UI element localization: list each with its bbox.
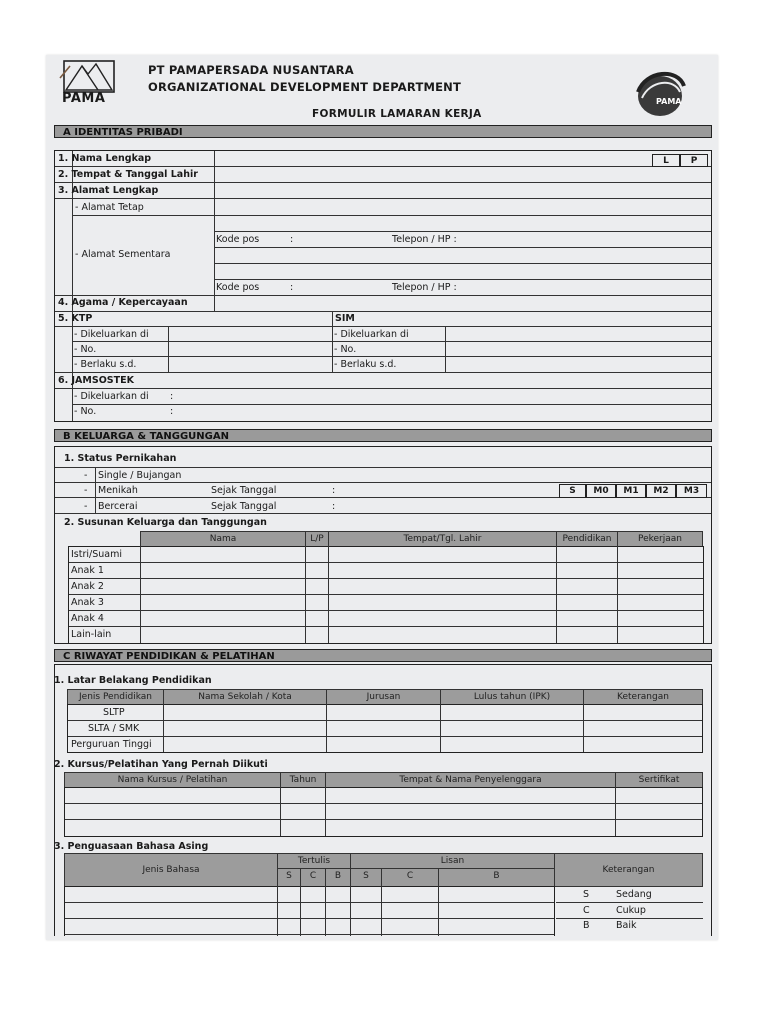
legend-code-s: S	[583, 889, 590, 900]
label-telepon-2: Telepon / HP :	[392, 282, 457, 293]
family-col-ttl: Tempat/Tgl. Lahir	[328, 531, 557, 547]
label-status-pernikahan: 1. Status Pernikahan	[64, 453, 177, 464]
family-col-pekerjaan: Pekerjaan	[617, 531, 703, 547]
lang-sub-lisan-s: S	[350, 868, 382, 887]
kursus-col-sertifikat: Sertifikat	[615, 772, 703, 788]
lang-col-tertulis: Tertulis	[277, 853, 351, 869]
legend-label-cukup: Cukup	[616, 905, 646, 916]
label-bercerai: Bercerai	[98, 501, 138, 512]
legend-code-b: B	[583, 920, 590, 931]
label-kode-pos-1: Kode pos	[216, 234, 260, 245]
lang-sub-lisan-b: B	[438, 868, 555, 887]
lang-col-lisan: Lisan	[350, 853, 555, 869]
edu-row-slta: SLTA / SMK	[88, 723, 140, 734]
label-menikah: Menikah	[98, 485, 138, 496]
swirl-logo-icon	[630, 66, 686, 120]
colon-3: :	[170, 391, 174, 402]
lang-sub-tertulis-s: S	[277, 868, 301, 887]
edu-row-sltp: SLTP	[103, 707, 125, 718]
family-table	[68, 546, 704, 644]
family-row-anak-3: Anak 3	[71, 597, 104, 608]
label-ktp-dikeluarkan: - Dikeluarkan di	[74, 329, 149, 340]
marital-code-s[interactable]: S	[559, 484, 586, 498]
kursus-col-penyelenggara: Tempat & Nama Penyelenggara	[325, 772, 616, 788]
colon-2: :	[290, 282, 294, 293]
gender-l-box[interactable]: L	[652, 154, 680, 167]
colon-4: :	[170, 406, 174, 417]
department-name: ORGANIZATIONAL DEVELOPMENT DEPARTMENT	[148, 80, 462, 94]
section-a-title: A IDENTITAS PRIBADI	[54, 125, 712, 138]
dash-single: -	[84, 470, 88, 481]
pama-logo-text: PAMA	[62, 91, 106, 106]
lang-sub-tertulis-b: B	[325, 868, 351, 887]
label-susunan-keluarga: 2. Susunan Keluarga dan Tanggungan	[64, 517, 267, 528]
label-sim-berlaku: - Berlaku s.d.	[334, 359, 397, 370]
language-table	[64, 886, 555, 936]
label-kursus: 2. Kursus/Pelatihan Yang Pernah Diikuti	[54, 759, 268, 770]
label-latar-pendidikan: 1. Latar Belakang Pendidikan	[54, 675, 212, 686]
legend-label-baik: Baik	[616, 920, 637, 931]
label-jamsostek: 6. JAMSOSTEK	[58, 375, 134, 386]
lang-col-keterangan: Keterangan	[554, 853, 703, 887]
label-kode-pos-2: Kode pos	[216, 282, 260, 293]
label-ktp-berlaku: - Berlaku s.d.	[74, 359, 137, 370]
form-title: FORMULIR LAMARAN KERJA	[312, 108, 482, 120]
colon-6: :	[332, 501, 336, 512]
family-row-lain-lain: Lain-lain	[71, 629, 112, 640]
lang-sub-lisan-c: C	[381, 868, 439, 887]
edu-col-jurusan: Jurusan	[326, 689, 441, 705]
label-alamat-lengkap: 3. Alamat Lengkap	[58, 185, 159, 196]
kursus-table	[64, 787, 703, 837]
label-alamat-sementara: - Alamat Sementara	[75, 249, 171, 260]
colon-5: :	[332, 485, 336, 496]
company-name: PT PAMAPERSADA NUSANTARA	[148, 63, 354, 77]
dash-bercerai: -	[84, 501, 88, 512]
edu-col-lulus: Lulus tahun (IPK)	[440, 689, 584, 705]
family-col-lp: L/P	[305, 531, 329, 547]
swirl-logo-text: PAMA	[656, 97, 682, 106]
lang-col-jenis: Jenis Bahasa	[64, 853, 278, 887]
label-alamat-tetap: - Alamat Tetap	[75, 202, 144, 213]
family-row-anak-1: Anak 1	[71, 565, 104, 576]
family-col-nama: Nama	[140, 531, 306, 547]
label-jamsostek-dikeluarkan: - Dikeluarkan di	[74, 391, 149, 402]
family-row-istri-suami: Istri/Suami	[71, 549, 122, 560]
label-sim-dikeluarkan: - Dikeluarkan di	[334, 329, 409, 340]
edu-col-keterangan: Keterangan	[583, 689, 703, 705]
label-ktp-no: - No.	[74, 344, 97, 355]
section-b-title: B KELUARGA & TANGGUNGAN	[54, 429, 712, 442]
label-nama-lengkap: 1. Nama Lengkap	[58, 153, 152, 164]
label-single: Single / Bujangan	[98, 470, 182, 481]
label-sejak-tanggal-1: Sejak Tanggal	[211, 485, 277, 496]
pama-swirl-logo	[630, 66, 686, 120]
marital-code-m3[interactable]: M3	[676, 484, 707, 498]
label-jamsostek-no: - No.	[74, 406, 97, 417]
gender-p-box[interactable]: P	[680, 154, 708, 167]
label-agama: 4. Agama / Kepercayaan	[58, 297, 188, 308]
label-ktp: 5. KTP	[58, 313, 93, 324]
edu-col-sekolah: Nama Sekolah / Kota	[163, 689, 327, 705]
legend-label-sedang: Sedang	[616, 889, 652, 900]
label-telepon-1: Telepon / HP :	[392, 234, 457, 245]
edu-row-pt: Perguruan Tinggi	[71, 739, 152, 750]
legend-code-c: C	[583, 905, 590, 916]
family-row-anak-2: Anak 2	[71, 581, 104, 592]
section-c-title: C RIWAYAT PENDIDIKAN & PELATIHAN	[54, 649, 712, 662]
edu-col-jenis: Jenis Pendidikan	[67, 689, 164, 705]
dash-menikah: -	[84, 485, 88, 496]
label-sejak-tanggal-2: Sejak Tanggal	[211, 501, 277, 512]
label-bahasa-asing: 3. Penguasaan Bahasa Asing	[54, 841, 209, 852]
label-sim: SIM	[335, 313, 355, 324]
kursus-col-nama: Nama Kursus / Pelatihan	[64, 772, 281, 788]
marital-code-m1[interactable]: M1	[616, 484, 646, 498]
marital-code-m0[interactable]: M0	[586, 484, 616, 498]
kursus-col-tahun: Tahun	[280, 772, 326, 788]
marital-code-m2[interactable]: M2	[646, 484, 676, 498]
colon-1: :	[290, 234, 294, 245]
label-tempat-tanggal-lahir: 2. Tempat & Tanggal Lahir	[58, 169, 198, 180]
family-col-pendidikan: Pendidikan	[556, 531, 618, 547]
label-sim-no: - No.	[334, 344, 357, 355]
family-row-anak-4: Anak 4	[71, 613, 104, 624]
lang-sub-tertulis-c: C	[300, 868, 326, 887]
